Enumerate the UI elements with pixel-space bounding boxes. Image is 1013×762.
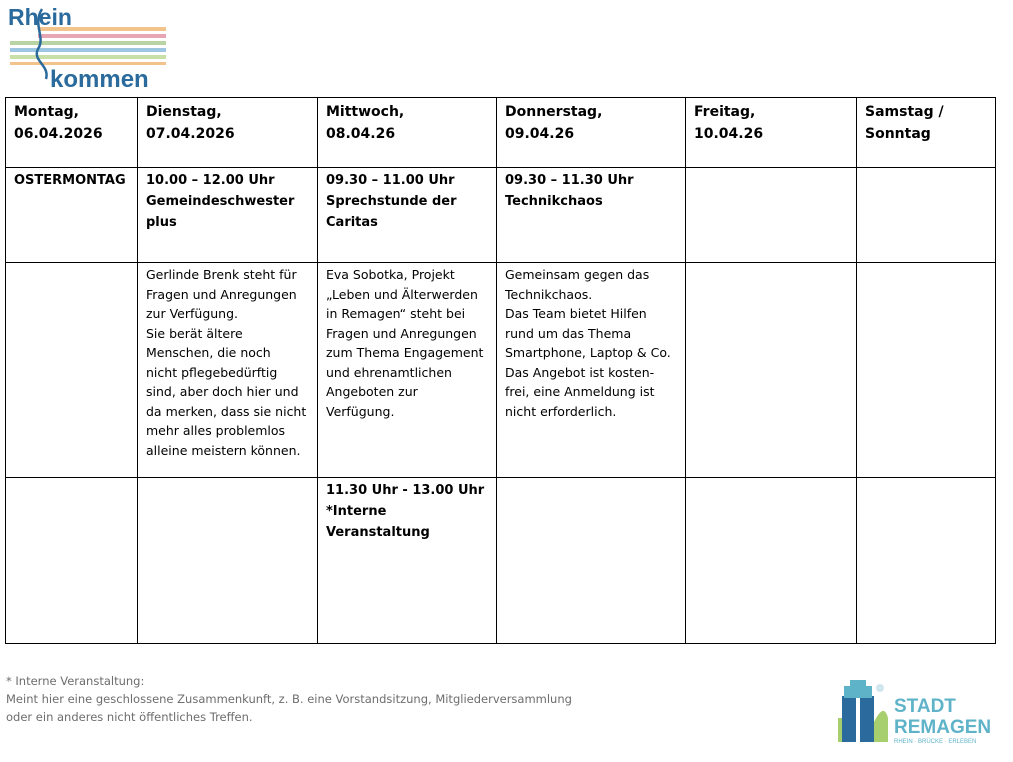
logo-stripes (10, 27, 166, 65)
empty-cell (6, 478, 138, 644)
logo-text-top: Rhein (8, 4, 72, 30)
footnote (6, 672, 626, 726)
empty-cell (686, 263, 857, 478)
event-title-row (6, 168, 996, 263)
header-friday: Freitag, 10.04.26 (686, 98, 857, 168)
event-gemeindeschwester: 10.00 – 12.00 Uhr Gemeindeschwester plus (138, 168, 318, 263)
header-monday: Montag, 06.04.2026 (6, 98, 138, 168)
weekly-schedule-table (5, 97, 996, 644)
empty-cell (857, 263, 996, 478)
empty-cell (857, 478, 996, 644)
header-wednesday: Mittwoch, 08.04.26 (318, 98, 497, 168)
empty-cell (686, 168, 857, 263)
footnote-title: * Interne Veranstaltung: (6, 674, 145, 688)
empty-cell (6, 263, 138, 478)
event-description-row (6, 263, 996, 478)
remagen-tagline: RHEIN · BRÜCKE · ERLEBEN (894, 739, 977, 745)
internal-event-row (6, 478, 996, 644)
empty-cell (857, 168, 996, 263)
description-gemeindeschwester: Gerlinde Brenk steht für Fragen und Anregungen zur Verfügung. Sie berät ältere Menschen, die noch nicht pflegebedürftig sind, aber doch hier und da merken, dass sie nicht mehr alles problemlos alleine meistern können. (138, 263, 318, 478)
description-caritas: Eva Sobotka, Projekt „Leben und Älterwerden in Remagen“ steht bei Fragen und Anregungen zum Thema Engagement und ehrenamtlichen Angeboten zur Verfügung. (318, 263, 497, 478)
remagen-line2: REMAGEN (894, 717, 992, 738)
header-thursday: Donnerstag, 09.04.26 (497, 98, 686, 168)
header-row (6, 98, 996, 168)
rheinkommen-logo (6, 3, 168, 91)
event-caritas: 09.30 – 11.00 Uhr Sprechstunde der Caritas (318, 168, 497, 263)
remagen-line1: STADT (894, 696, 956, 717)
description-technikchaos: Gemeinsam gegen das Technikchaos. Das Team bietet Hilfen rund um das Thema Smartphone, Laptop & Co. Das Angebot ist kosten- frei, eine Anmeldung ist nicht erforderlich. (497, 263, 686, 478)
header-tuesday: Dienstag, 07.04.2026 (138, 98, 318, 168)
stadt-remagen-logo (836, 678, 998, 748)
empty-cell (138, 478, 318, 644)
holiday-label: OSTERMONTAG (6, 168, 138, 263)
bridge-tower-icon (838, 680, 888, 742)
event-internal: 11.30 Uhr - 13.00 Uhr *Interne Veranstaltung (318, 478, 497, 644)
header-weekend: Samstag / Sonntag (857, 98, 996, 168)
empty-cell (497, 478, 686, 644)
empty-cell (686, 478, 857, 644)
footnote-line: Meint hier eine geschlossene Zusammenkunft, z. B. eine Vorstandsitzung, Mitgliederversammlung (6, 692, 572, 706)
event-technikchaos: 09.30 – 11.30 Uhr Technikchaos (497, 168, 686, 263)
logo-text-bottom: kommen (50, 66, 149, 91)
footnote-line: oder ein anderes nicht öffentliches Treffen. (6, 710, 253, 724)
